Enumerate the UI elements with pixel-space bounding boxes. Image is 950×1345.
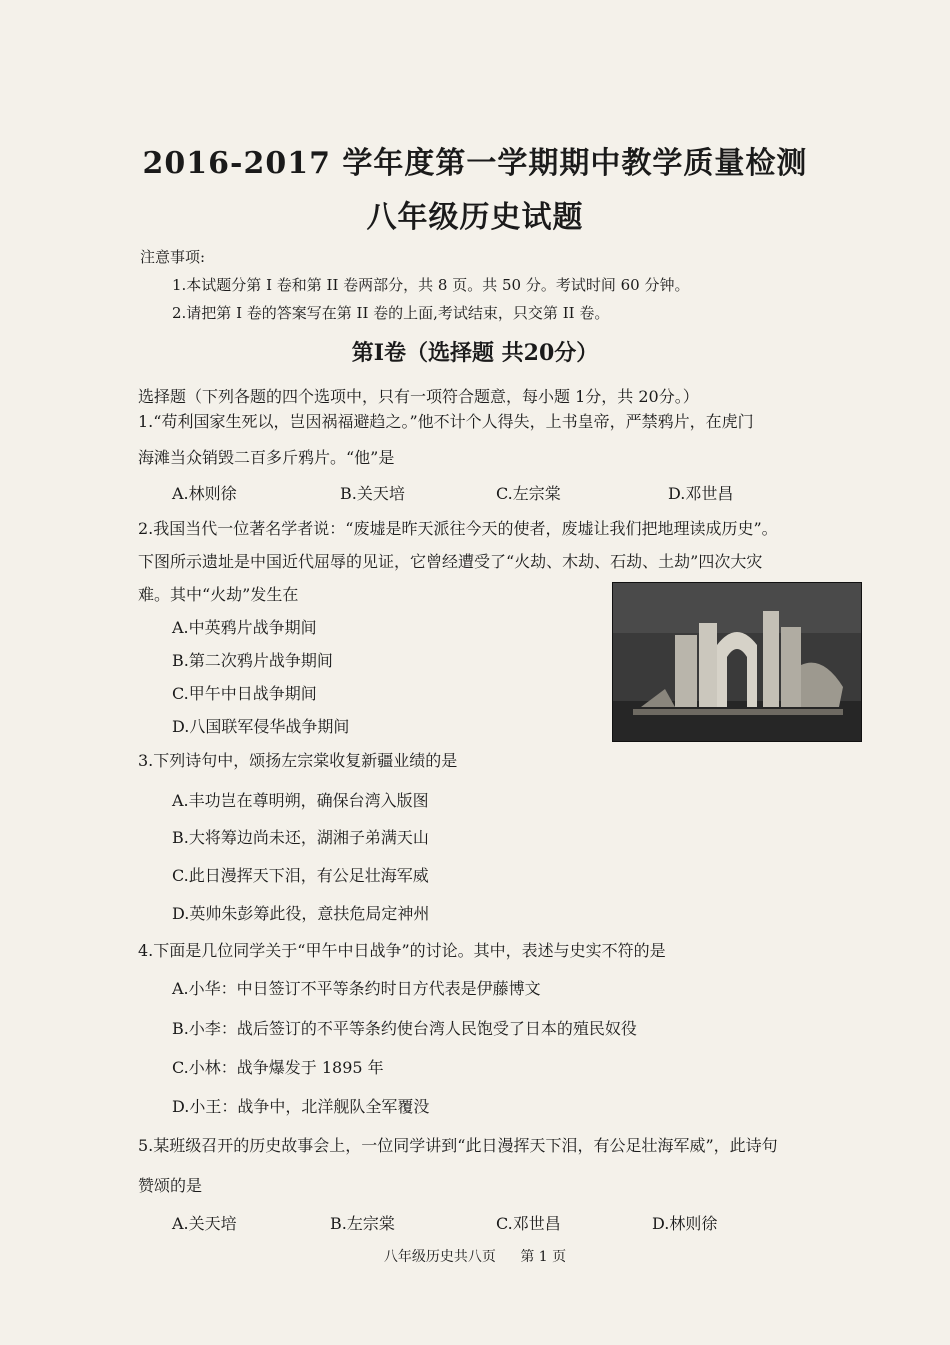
- question-3-option-b: B.大将筹边尚未还，湖湘子弟满天山: [172, 828, 429, 847]
- question-1-option-d: D.邓世昌: [668, 484, 734, 503]
- notes-heading: 注意事项:: [140, 248, 206, 266]
- footer-page-number: 第 1 页: [520, 1249, 567, 1265]
- question-2-text: 下图所示遗址是中国近代屈辱的见证，它曾经遭受了“火劫、木劫、石劫、土劫”四次大灾: [138, 552, 763, 571]
- question-4-option-b: B.小李：战后签订的不平等条约使台湾人民饱受了日本的殖民奴役: [172, 1019, 637, 1038]
- ruins-photo: [612, 582, 862, 742]
- page-footer: [0, 1246, 950, 1266]
- question-4-option-a: A.小华：中日签订不平等条约时日方代表是伊藤博文: [172, 979, 541, 998]
- question-4-text: 4.下面是几位同学关于“甲午中日战争”的讨论。其中，表述与史实不符的是: [138, 941, 666, 960]
- question-2-text: 难。其中“火劫”发生在: [138, 585, 299, 604]
- question-5-option-d: D.林则徐: [652, 1214, 718, 1233]
- question-2-option-c: C.甲午中日战争期间: [172, 684, 317, 703]
- question-2-option-d: D.八国联军侵华战争期间: [172, 717, 350, 736]
- question-3-text: 3.下列诗句中，颂扬左宗棠收复新疆业绩的是: [138, 751, 458, 770]
- question-5-text: 赞颂的是: [138, 1176, 203, 1195]
- question-2-text: 2.我国当代一位著名学者说：“废墟是昨天派往今天的使者，废墟让我们把地理读成历史”。: [138, 519, 778, 538]
- footer-total-pages: 八年级历史共八页: [383, 1249, 496, 1265]
- question-5-option-b: B.左宗棠: [330, 1214, 395, 1233]
- question-1-option-a: A.林则徐: [172, 484, 237, 503]
- question-5-option-c: C.邓世昌: [496, 1214, 561, 1233]
- question-1-option-b: B.关天培: [340, 484, 405, 503]
- question-3-option-c: C.此日漫挥天下泪，有公足壮海军威: [172, 866, 429, 885]
- question-3-option-d: D.英帅朱彭筹此役，意扶危局定神州: [172, 904, 430, 923]
- note-item: 1.本试题分第 I 卷和第 II 卷两部分，共 8 页。共 50 分。考试时间 60 分钟。: [172, 276, 690, 294]
- question-4-option-d: D.小王：战争中，北洋舰队全军覆没: [172, 1097, 430, 1116]
- question-3-option-a: A.丰功岂在尊明朔，确保台湾入版图: [172, 791, 429, 810]
- question-5-option-a: A.关天培: [172, 1214, 237, 1233]
- question-2-option-a: A.中英鸦片战争期间: [172, 618, 317, 637]
- question-1-text: 海滩当众销毁二百多斤鸦片。“他”是: [138, 448, 395, 467]
- question-4-option-c: C.小林：战争爆发于 1895 年: [172, 1058, 384, 1077]
- question-2-option-b: B.第二次鸦片战争期间: [172, 651, 333, 670]
- question-5-text: 5.某班级召开的历史故事会上，一位同学讲到“此日漫挥天下泪，有公足壮海军威”，此诗句: [138, 1136, 778, 1155]
- question-1-text: 1.“苟利国家生死以，岂因祸福避趋之。”他不计个人得失，上书皇帝，严禁鸦片，在虎门: [138, 412, 754, 431]
- note-item: 2.请把第 I 卷的答案写在第 II 卷的上面,考试结束，只交第 II 卷。: [172, 304, 610, 322]
- ruins-illustration: [613, 583, 861, 741]
- exam-subtitle: 八年级历史试题: [366, 200, 584, 235]
- question-1-option-c: C.左宗棠: [496, 484, 561, 503]
- exam-title: 2016-2017 学年度第一学期期中教学质量检测: [142, 146, 808, 181]
- section-title: 第I卷（选择题 共20分）: [351, 340, 599, 366]
- instructions: 选择题（下列各题的四个选项中，只有一项符合题意，每小题 1分，共 20分。）: [138, 387, 699, 406]
